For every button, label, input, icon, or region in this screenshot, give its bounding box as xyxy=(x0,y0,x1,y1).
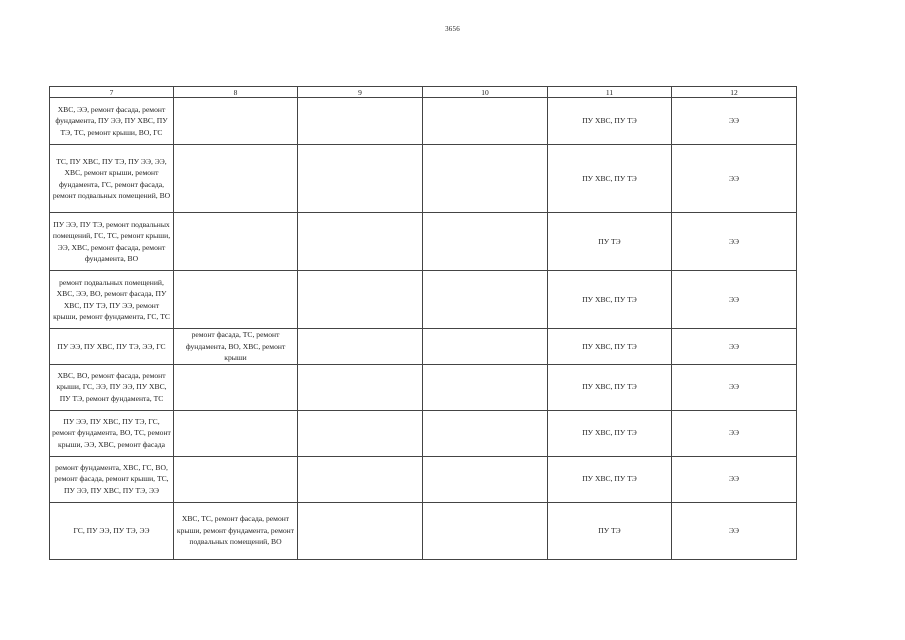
cell-col12: ЭЭ xyxy=(672,213,797,271)
column-header: 7 xyxy=(50,87,174,98)
cell-col7: ТС, ПУ ХВС, ПУ ТЭ, ПУ ЭЭ, ЭЭ, ХВС, ремонт крыши, ремонт фундамента, ГС, ремонт фасада, ремонт подвальных помещений, ВО xyxy=(50,145,174,213)
cell-col7: ПУ ЭЭ, ПУ ТЭ, ремонт подвальных помещений, ГС, ТС, ремонт крыши, ЭЭ, ХВС, ремонт фасада, ремонт фундамента, ВО xyxy=(50,213,174,271)
cell-col7: ПУ ЭЭ, ПУ ХВС, ПУ ТЭ, ГС, ремонт фундамента, ВО, ТС, ремонт крыши, ЭЭ, ХВС, ремонт фасада xyxy=(50,410,174,456)
table-row xyxy=(50,502,797,559)
cell-col10 xyxy=(423,98,548,145)
cell-col8 xyxy=(174,364,298,410)
cell-col11: ПУ ХВС, ПУ ТЭ xyxy=(548,271,672,329)
column-header: 8 xyxy=(174,87,298,98)
cell-col10 xyxy=(423,145,548,213)
cell-col7: ремонт подвальных помещений, ХВС, ЭЭ, ВО, ремонт фасада, ПУ ХВС, ПУ ТЭ, ПУ ЭЭ, ремонт крыши, ремонт фундамента, ГС, ТС xyxy=(50,271,174,329)
cell-col12: ЭЭ xyxy=(672,145,797,213)
cell-col9 xyxy=(298,329,423,365)
cell-col11: ПУ ХВС, ПУ ТЭ xyxy=(548,410,672,456)
cell-col8 xyxy=(174,456,298,502)
cell-col7: ГС, ПУ ЭЭ, ПУ ТЭ, ЭЭ xyxy=(50,502,174,559)
table-row xyxy=(50,329,797,365)
cell-col11: ПУ ХВС, ПУ ТЭ xyxy=(548,329,672,365)
cell-col10 xyxy=(423,329,548,365)
cell-col9 xyxy=(298,364,423,410)
cell-col7: ПУ ЭЭ, ПУ ХВС, ПУ ТЭ, ЭЭ, ГС xyxy=(50,329,174,365)
cell-col7: ХВС, ЭЭ, ремонт фасада, ремонт фундамента, ПУ ЭЭ, ПУ ХВС, ПУ ТЭ, ТС, ремонт крыши, ВО, ГС xyxy=(50,98,174,145)
table-row xyxy=(50,145,797,213)
table-row xyxy=(50,98,797,145)
cell-col12: ЭЭ xyxy=(672,456,797,502)
header-row xyxy=(50,87,797,98)
cell-col11: ПУ ХВС, ПУ ТЭ xyxy=(548,98,672,145)
table-row xyxy=(50,410,797,456)
cell-col10 xyxy=(423,410,548,456)
column-header: 10 xyxy=(423,87,548,98)
cell-col8: ХВС, ТС, ремонт фасада, ремонт крыши, ремонт фундамента, ремонт подвальных помещений, ВО xyxy=(174,502,298,559)
cell-col10 xyxy=(423,364,548,410)
cell-col9 xyxy=(298,145,423,213)
table-row xyxy=(50,456,797,502)
cell-col12: ЭЭ xyxy=(672,364,797,410)
cell-col9 xyxy=(298,456,423,502)
cell-col9 xyxy=(298,410,423,456)
cell-col7: ремонт фундамента, ХВС, ГС, ВО, ремонт фасада, ремонт крыши, ТС, ПУ ЭЭ, ПУ ХВС, ПУ ТЭ, ЭЭ xyxy=(50,456,174,502)
cell-col11: ПУ ТЭ xyxy=(548,213,672,271)
cell-col10 xyxy=(423,456,548,502)
data-table xyxy=(49,86,797,560)
cell-col11: ПУ ХВС, ПУ ТЭ xyxy=(548,364,672,410)
cell-col11: ПУ ХВС, ПУ ТЭ xyxy=(548,456,672,502)
cell-col8 xyxy=(174,145,298,213)
cell-col8 xyxy=(174,98,298,145)
cell-col9 xyxy=(298,271,423,329)
cell-col9 xyxy=(298,213,423,271)
table-row xyxy=(50,364,797,410)
cell-col12: ЭЭ xyxy=(672,329,797,365)
cell-col9 xyxy=(298,502,423,559)
cell-col10 xyxy=(423,502,548,559)
cell-col10 xyxy=(423,271,548,329)
cell-col12: ЭЭ xyxy=(672,271,797,329)
page-number: 3656 xyxy=(445,25,460,33)
table-row xyxy=(50,271,797,329)
cell-col12: ЭЭ xyxy=(672,98,797,145)
cell-col10 xyxy=(423,213,548,271)
cell-col11: ПУ ХВС, ПУ ТЭ xyxy=(548,145,672,213)
cell-col9 xyxy=(298,98,423,145)
cell-col11: ПУ ТЭ xyxy=(548,502,672,559)
cell-col12: ЭЭ xyxy=(672,410,797,456)
column-header: 11 xyxy=(548,87,672,98)
cell-col12: ЭЭ xyxy=(672,502,797,559)
cell-col7: ХВС, ВО, ремонт фасада, ремонт крыши, ГС, ЭЭ, ПУ ЭЭ, ПУ ХВС, ПУ ТЭ, ремонт фундамента, ТС xyxy=(50,364,174,410)
column-header: 9 xyxy=(298,87,423,98)
cell-col8: ремонт фасада, ТС, ремонт фундамента, ВО, ХВС, ремонт крыши xyxy=(174,329,298,365)
cell-col8 xyxy=(174,213,298,271)
column-header: 12 xyxy=(672,87,797,98)
table-row xyxy=(50,213,797,271)
cell-col8 xyxy=(174,271,298,329)
cell-col8 xyxy=(174,410,298,456)
